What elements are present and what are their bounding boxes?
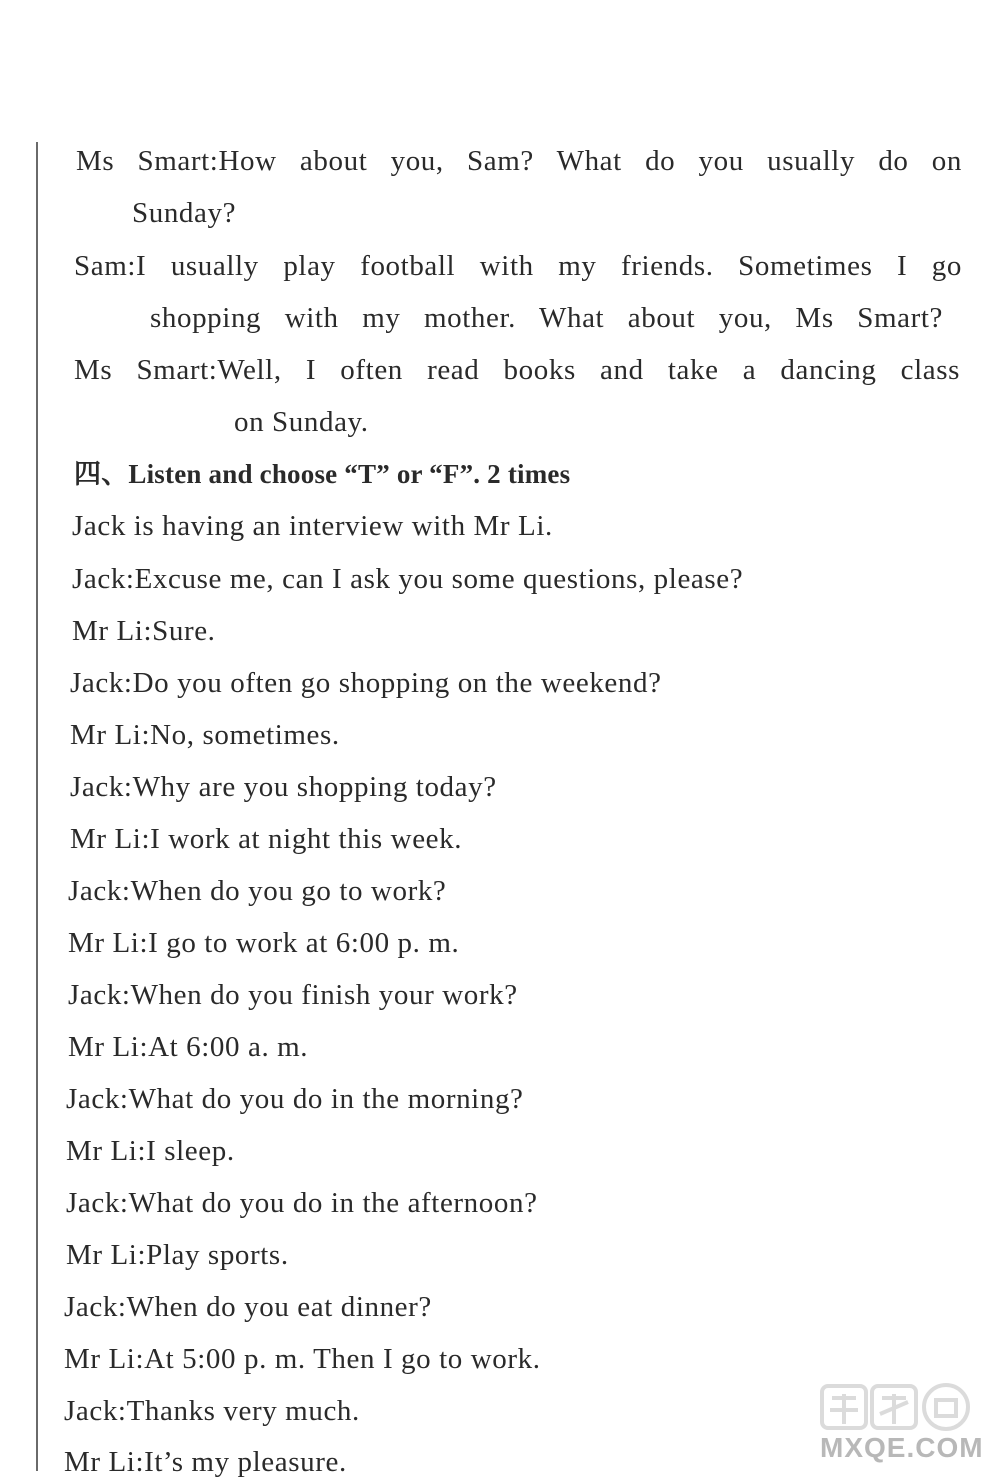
dialogue-line: Jack:Why are you shopping today?: [70, 771, 497, 803]
dialogue-line: Mr Li:I sleep.: [66, 1135, 235, 1167]
dialogue-line: Jack:Do you often go shopping on the weekend?: [70, 667, 662, 699]
dialogue-line: Jack:When do you eat dinner?: [64, 1291, 432, 1323]
intro-line: Jack is having an interview with Mr Li.: [72, 510, 553, 542]
dialogue-line: Mr Li:At 6:00 a. m.: [68, 1031, 309, 1063]
section-heading: 四、Listen and choose “T” or “F”. 2 times: [74, 459, 571, 489]
dialogue-line: Mr Li:Play sports.: [66, 1239, 289, 1271]
dialogue-line: on Sunday.: [234, 406, 369, 438]
left-margin-rule: [36, 142, 38, 1471]
watermark-text: MXQE.COM: [820, 1432, 984, 1463]
dialogue-line: Mr Li:I go to work at 6:00 p. m.: [68, 927, 460, 959]
dialogue-line: Mr Li:It’s my pleasure.: [64, 1446, 347, 1478]
dialogue-line: Jack:Thanks very much.: [64, 1395, 360, 1427]
dialogue-line: Jack:When do you go to work?: [68, 875, 447, 907]
dialogue-line: Sam:I usually play football with my friends. Sometimes I go: [74, 250, 962, 282]
dialogue-line: shopping with my mother. What about you, Ms Smart?: [150, 302, 943, 334]
dialogue-line: Ms Smart:How about you, Sam? What do you usually do on: [76, 145, 962, 177]
dialogue-line: Sunday?: [132, 197, 237, 229]
dialogue-line: Mr Li:Sure.: [72, 615, 216, 647]
dialogue-line: Jack:When do you finish your work?: [68, 979, 518, 1011]
dialogue-line: Jack:What do you do in the afternoon?: [66, 1187, 538, 1219]
dialogue-line: Mr Li:At 5:00 p. m. Then I go to work.: [64, 1343, 541, 1375]
dialogue-line: Jack:Excuse me, can I ask you some questions, please?: [72, 563, 744, 595]
dialogue-line: Mr Li:I work at night this week.: [70, 823, 463, 855]
dialogue-line: Ms Smart:Well, I often read books and take a dancing class: [74, 354, 960, 386]
dialogue-line: Mr Li:No, sometimes.: [70, 719, 340, 751]
dialogue-line: Jack:What do you do in the morning?: [66, 1083, 524, 1115]
